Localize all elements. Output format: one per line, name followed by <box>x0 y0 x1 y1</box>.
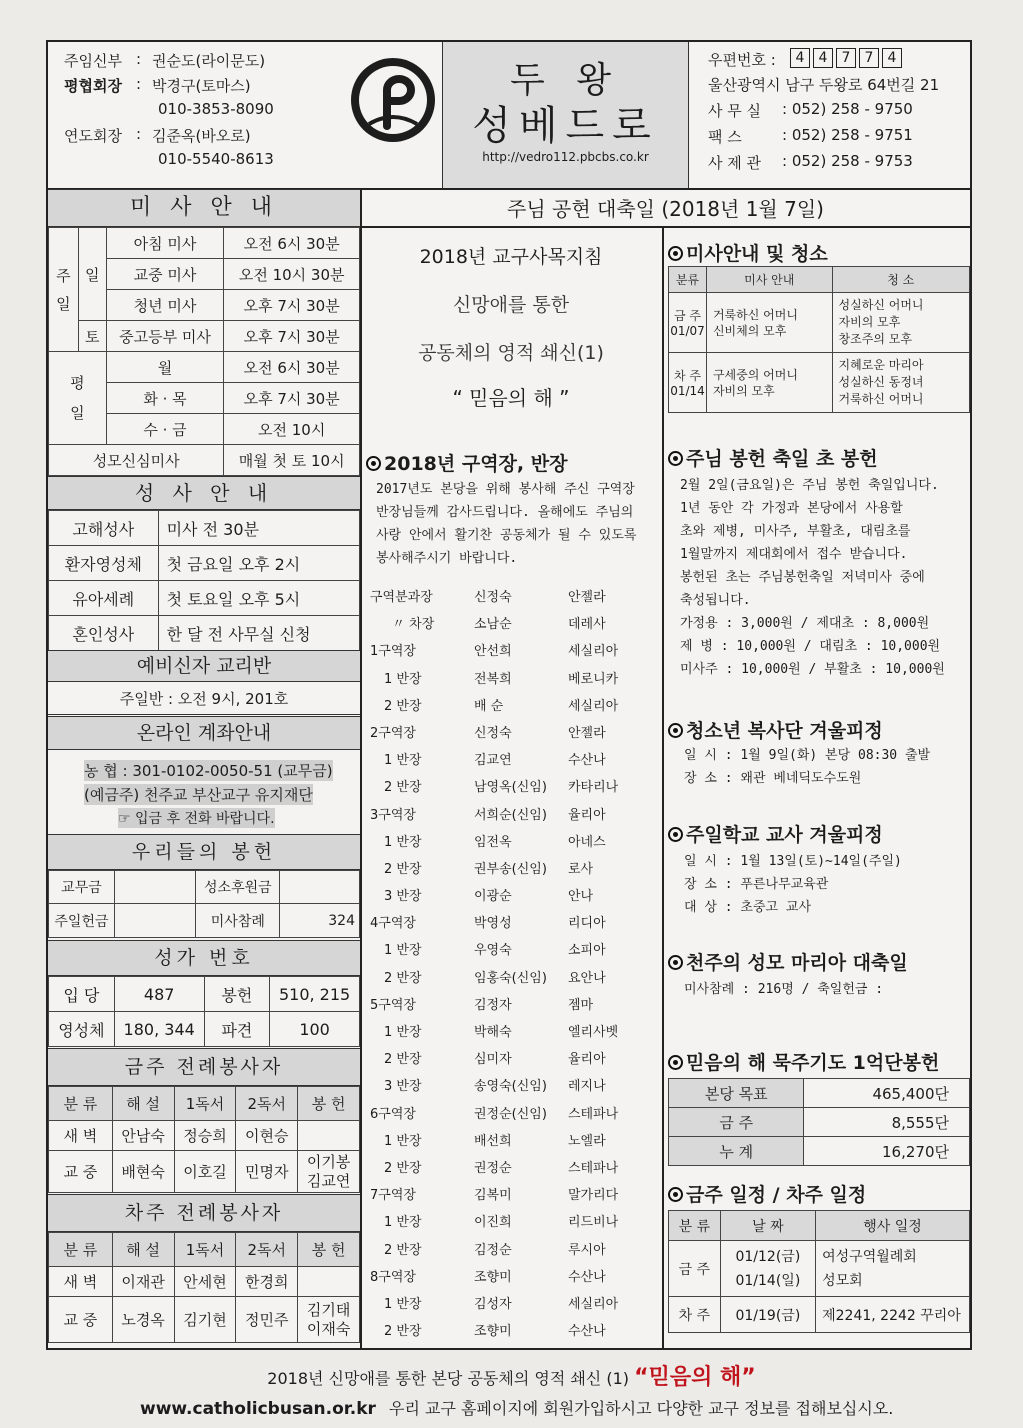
week-cell: 금 주 01/07 <box>669 293 707 353</box>
district-role: 2 반장 <box>384 970 422 986</box>
server-cell: 정민주 <box>236 1297 298 1343</box>
attendance-label: 미사참례 <box>196 904 280 938</box>
account-holder: (예금주) 천주교 부산교구 유지재단 <box>84 786 313 804</box>
col-header: 해 설 <box>112 1087 174 1121</box>
server-cell <box>298 1267 360 1297</box>
intro-line: 반장님들께 감사드립니다. 올해에도 주님의 <box>376 505 634 520</box>
communion-hymn: 180, 344 <box>114 1012 204 1047</box>
district-name: 김성자 <box>474 1296 512 1312</box>
zip-boxes <box>790 47 905 68</box>
council-name: 박경구(토마스) <box>152 77 251 95</box>
district-baptismal: 소피아 <box>568 943 606 959</box>
bullet-icon <box>668 1055 683 1070</box>
server-cell: 민명자 <box>236 1151 298 1193</box>
account-note: ☞ 입금 후 전화 바랍니다. <box>118 808 275 828</box>
district-row <box>370 994 660 1021</box>
server-cell: 정승희 <box>174 1121 236 1151</box>
sat-label: 토 <box>78 321 106 352</box>
intro-line: 2017년도 본당을 위해 봉사해 주신 구역장 <box>376 482 635 497</box>
district-row <box>370 1021 660 1048</box>
parish-url[interactable]: http://vedro112.pbcbs.co.kr <box>482 150 649 164</box>
guide-cell: 거룩하신 어머니 신비체의 모후 <box>706 293 832 353</box>
server-cell: 새 벽 <box>49 1121 113 1151</box>
district-role: 2 반장 <box>384 698 422 714</box>
district-title: 2018년 구역장, 반장 <box>366 449 567 476</box>
bullet-icon <box>668 955 683 970</box>
district-baptismal: 스테파나 <box>568 1106 619 1122</box>
server-cell: 김기현 <box>174 1297 236 1343</box>
district-name: 조향미 <box>474 1324 512 1340</box>
district-role: 1 반장 <box>384 1215 422 1231</box>
bulletin-sheet: 주임신부 : 권순도(라이문도) 평협회장 : 박경구(토마스) 010-3853-8090 연도회장 : 김준옥(바오로) 010-5540-8613 두 왕 성베드로 http://vedro112.pbcbs.co.kr 우편번호 : 4 4 7 7 4 울산광역시 남구 두왕로 64번길 21 사 무 실 : 052) 258 - 9750 팩 스 : 052) 258 - 9751 사 제 관 : 052) 258 - 9753 주님 공현 대축일 (2018년 1월 7일) 미 사 안 내 주 일 일 아침 미사 오전 6시 30분 교중 미사 오전 10시 30분 청년 미사 오후 7시 30분 토 중고등부 미사 오후 7시 30분 평 일 월 오전 6시 30분 화 · 목 오후 7시 30분 수 · 금 오전 10시 성모신심미사 매월 첫 토 10시 성 사 안 내 고해성사 미사 전 30분 환자영성체 첫 금요일 오후 2시 유아세례 첫 토요일 오후 5시 혼인성사 한 달 전 사무실 신청 예비신자 교리반 주일반 : 오전 9시, 201호 온라인 계좌안내 농 협 : 301-0102-0050-51 (교무금) (예금주) 천주교 부산교구 유지재단 ☞ 입금 후 전화 바랍니다. 우리들의 봉헌 교무금 성소후원금 주일헌금 미사참례 324 성가 번호 입 당 487 봉헌 510, 215 영성체 180, 344 파견 100 금주 전례봉사자 분 류 해 설 1독서 2독서 봉 헌 새 벽 안남숙 정승희 이현승 교 중 배현숙 이호길 민명자 이기봉 김교연 차주 전례봉사자 분 류 해 설 1독서 2독서 봉 헌 새 벽 이재관 안세현 한경희 교 중 노경옥 김기현 정민주 김기태 이재숙 2018년 교구사목지침 신망애를 통한 공동체의 영적 쇄신(1) “ 믿음의 해 ” 2018년 구역장, 반장 2017년도 본당을 위해 봉사해 주신 구역장 반장님들께 감사드립니다. 올해에도 주님의 사랑 안에서 활기찬 공동체가 될 수 있도록 봉사해주시기 바랍니다. 구역분과장 신정숙 안젤라 〃 차장 소남순 데레사 1구역장 안선희 세실리아 1 반장 전복희 베로니카 2 반장 배 순 세실리아 2구역장 신정숙 안젤라 1 반장 김교연 수산나 2 반장 남영옥(신임) 카타리나 3구역장 서희순(신임) 율리아 1 반장 임전옥 아네스 2 반장 권부송(신임) 로사 3 반장 이광순 안나 4구역장 박영성 리디아 1 반장 우영숙 소피아 2 반장 임홍숙(신임) 요안나 5구역장 김정자 젬마 1 반장 박해숙 엘리사벳 2 반장 심미자 율리아 3 반장 송영숙(신임) 레지나 6구역장 권정순(신임) 스테파나 1 반장 배선희 노엘라 2 반장 권정순 스테파나 7구역장 김복미 말가리다 1 반장 이진희 리드비나 2 반장 김정순 루시아 8구역장 조향미 수산나 1 반장 김성자 세실리아 2 반장 조향미 수산나 미사안내 및 청소 분류 미사 안내 청 소 금 주 01/07 거룩하신 어머니 신비체의 모후 성실하신 어머니 자비의 모후 창조주의 모후 차 주 01/14 구세중의 어머니 자비의 모후 지혜로운 마리아 성실하신 동정녀 거룩하신 어머니 주님 봉헌 축일 초 봉헌 2월 2일(금요일)은 주님 봉헌 축일입니다. 1년 동안 각 가정과 본당에서 사용할 초와 제병, 미사주, 부활초, 대림초를 1월말까지 제대회에서 접수 받습니다. 봉헌된 초는 주님봉헌축일 저녁미사 중에 축성됩니다. 가정용 : 3,000원 / 제대초 : 8,000원 제 병 : 10,000원 / 대림초 : 10,000원 미사주 : 10,000원 / 부활초 : 10,000원 청소년 복사단 겨울피정 일 시 : 1월 9일(화) 본당 08:30 출발 장 소 : 왜관 베네딕도수도원 주일학교 교사 겨울피정 일 시 : 1월 13일(토)~14일(주일) 장 소 : 푸른나무교육관 대 상 : 초중고 교사 천주의 성모 마리아 대축일 미사참례 : 216명 / 축일헌금 : 믿음의 해 묵주기도 1억단봉헌 본당 목표 465,400단 금 주 8,555단 누 계 16,270단 금주 일정 / 차주 일정 분 류 날 짜 행사 일정 금 주 01/12(금) 01/14(일) 여성구역월례회 성모회 차 주 01/19(금) 제2241, 2242 꾸리아 <box>46 40 972 1350</box>
council-phone: 010-3853-8090 <box>158 100 274 118</box>
district-baptismal: 젬마 <box>568 997 594 1013</box>
parish-logo-icon <box>347 54 439 146</box>
col-header: 행사 일정 <box>816 1211 970 1241</box>
district-baptismal: 스테파나 <box>568 1160 619 1176</box>
server-cell: 한경희 <box>236 1267 298 1297</box>
district-role: 〃 차장 <box>392 617 435 633</box>
rosary-table <box>668 1078 970 1166</box>
district-role: 2 반장 <box>384 1052 422 1068</box>
district-role: 2 반장 <box>384 1324 422 1340</box>
mass-name: 화 · 목 <box>106 383 224 414</box>
rosary-label: 누 계 <box>669 1137 804 1166</box>
sacrament-value: 첫 금요일 오후 2시 <box>158 546 359 581</box>
zip-digit: 4 <box>882 48 902 68</box>
district-baptismal: 루시아 <box>568 1242 606 1258</box>
slogan-text: 2018년 신망애를 통한 본당 공동체의 영적 쇄신 (1) <box>267 1369 630 1388</box>
district-baptismal: 안젤라 <box>568 725 606 741</box>
col-header: 날 짜 <box>720 1211 815 1241</box>
col-header: 2독서 <box>236 1233 298 1267</box>
server-cell: 안남숙 <box>112 1121 174 1151</box>
cleaning-table <box>668 266 970 413</box>
zip-digit: 4 <box>790 48 810 68</box>
parish-title-block <box>443 42 688 188</box>
hymn-table <box>48 976 360 1047</box>
account-title: 온라인 계좌안내 <box>48 716 360 750</box>
recess-label: 파견 <box>204 1012 270 1047</box>
district-row <box>370 967 660 994</box>
schedule-table <box>668 1210 970 1333</box>
district-role: 4구역장 <box>370 916 416 932</box>
lian-label: 연도회장 <box>64 127 122 145</box>
district-list <box>370 586 660 1347</box>
address: 울산광역시 남구 두왕로 64번길 21 <box>708 76 940 94</box>
district-name: 임전옥 <box>474 834 512 850</box>
bullet-icon <box>668 246 683 261</box>
mass-time: 오후 7시 30분 <box>224 383 360 414</box>
district-baptismal: 리드비나 <box>568 1215 619 1231</box>
district-row <box>370 776 660 803</box>
mass-name: 성모신심미사 <box>49 445 224 476</box>
district-name: 김정순 <box>474 1242 512 1258</box>
district-baptismal: 아네스 <box>568 834 606 850</box>
zip-digit: 7 <box>836 48 856 68</box>
district-name: 조향미 <box>474 1269 512 1285</box>
district-row <box>370 695 660 722</box>
col-header: 분 류 <box>669 1211 721 1241</box>
mass-name: 아침 미사 <box>106 228 224 259</box>
pastor-name: 권순도(라이문도) <box>152 52 266 70</box>
sacrament-name: 혼인성사 <box>49 616 159 651</box>
district-role: 3 반장 <box>384 889 422 905</box>
district-baptismal: 안나 <box>568 889 594 905</box>
district-intro <box>376 478 636 570</box>
col-header: 분 류 <box>49 1087 113 1121</box>
server-cell: 이기봉 김교연 <box>298 1151 360 1193</box>
district-row <box>370 858 660 885</box>
district-name: 배선희 <box>474 1133 512 1149</box>
district-baptismal: 세실리아 <box>568 644 619 660</box>
council-label: 평협회장 <box>64 77 122 95</box>
server-cell: 새 벽 <box>49 1267 113 1297</box>
district-name: 김복미 <box>474 1188 512 1204</box>
district-baptismal: 율리아 <box>568 1052 606 1068</box>
bullet-icon <box>668 1187 683 1202</box>
catechumen-value: 주일반 : 오전 9시, 201호 <box>119 690 289 708</box>
offering-table <box>48 870 360 938</box>
district-row <box>370 1239 660 1266</box>
district-name: 박해숙 <box>474 1025 512 1040</box>
district-row <box>370 613 660 640</box>
col-header: 해 설 <box>112 1233 174 1267</box>
district-baptismal: 노엘라 <box>568 1133 606 1149</box>
district-row <box>370 1157 660 1184</box>
district-role: 2구역장 <box>370 725 416 741</box>
server-cell: 김기태 이재숙 <box>298 1297 360 1343</box>
rectory-phone: : 052) 258 - 9753 <box>782 152 913 170</box>
parish-title-line2: 성베드로 <box>472 103 659 149</box>
district-role: 6구역장 <box>370 1106 416 1122</box>
fax-phone: : 052) 258 - 9751 <box>782 126 913 144</box>
district-row <box>370 722 660 749</box>
district-row <box>370 1211 660 1238</box>
lian-name: 김준옥(바오로) <box>152 127 251 145</box>
district-role: 1 반장 <box>384 753 422 769</box>
intro-line: 사랑 안에서 활기찬 공동체가 될 수 있도록 <box>376 528 637 543</box>
rectory-label: 사 제 관 <box>708 154 762 172</box>
footer-slogan <box>0 1360 1023 1391</box>
rosary-title: 믿음의 해 묵주기도 1억단봉헌 <box>668 1048 939 1075</box>
bullet-icon <box>668 827 683 842</box>
rosary-label: 본당 목표 <box>669 1079 804 1108</box>
mass-name: 중고등부 미사 <box>106 321 224 352</box>
col-header: 봉 헌 <box>298 1087 360 1121</box>
col-header: 분 류 <box>49 1233 113 1267</box>
sunday-offering-value <box>114 904 195 938</box>
district-name: 심미자 <box>474 1052 512 1068</box>
teacher-camp-text: 일 시 : 1월 13일(토)~14일(주일) 장 소 : 푸른나무교육관 대 상 : 초중고 교사 <box>684 854 902 915</box>
intro-line: 봉사해주시기 바랍니다. <box>376 551 518 566</box>
district-role: 7구역장 <box>370 1188 416 1204</box>
district-baptismal: 율리아 <box>568 807 606 823</box>
servers-this-table <box>48 1086 360 1193</box>
district-name: 송영숙(신임) <box>474 1079 547 1095</box>
district-baptismal: 리디아 <box>568 916 606 932</box>
district-role: 1 반장 <box>384 943 422 959</box>
day-label: 일 <box>78 228 106 321</box>
schedule-event: 제2241, 2242 꾸리아 <box>816 1297 970 1333</box>
district-baptismal: 수산나 <box>568 1269 606 1285</box>
district-row <box>370 939 660 966</box>
diocese-title: 2018년 교구사목지침 <box>419 246 603 268</box>
communion-label: 영성체 <box>49 1012 115 1047</box>
bullet-icon <box>366 456 381 471</box>
tithe-label: 교무금 <box>49 871 115 904</box>
pastor-label: 주임신부 <box>64 52 122 70</box>
mass-time: 오전 10시 30분 <box>224 259 360 290</box>
recess-hymn: 100 <box>270 1012 360 1047</box>
district-row <box>370 749 660 776</box>
mass-table <box>48 227 360 476</box>
sacrament-name: 환자영성체 <box>49 546 159 581</box>
servers-next-title: 차주 전례봉사자 <box>48 1194 360 1232</box>
district-name: 서희순(신임) <box>474 807 547 823</box>
clean-cell: 성실하신 어머니 자비의 모후 창조주의 모후 <box>832 293 969 353</box>
entrance-hymn: 487 <box>114 977 204 1012</box>
district-role: 5구역장 <box>370 997 416 1013</box>
district-row <box>370 640 660 667</box>
mary-feast-text: 미사참례 : 216명 / 축일헌금 : <box>684 982 884 997</box>
district-baptismal: 말가리다 <box>568 1188 619 1204</box>
col-header: 1독서 <box>174 1087 236 1121</box>
lian-phone: 010-5540-8613 <box>158 150 274 168</box>
guide-cell: 구세중의 어머니 자비의 모후 <box>706 353 832 413</box>
hymn-title: 성가 번호 <box>48 940 360 976</box>
district-name: 우영숙 <box>474 943 512 959</box>
district-name: 소남순 <box>474 617 512 633</box>
mass-title: 미 사 안 내 <box>48 189 360 227</box>
support-value <box>280 871 360 904</box>
district-row <box>370 1075 660 1102</box>
mass-time: 오전 10시 <box>224 414 360 445</box>
sacrament-title: 성 사 안 내 <box>48 476 360 510</box>
mass-name: 교중 미사 <box>106 259 224 290</box>
district-role: 2 반장 <box>384 1160 422 1176</box>
district-row <box>370 668 660 695</box>
district-role: 2 반장 <box>384 1242 422 1258</box>
rosary-value: 8,555단 <box>804 1108 970 1137</box>
district-role: 1 반장 <box>384 1133 422 1149</box>
district-name: 신정숙 <box>474 725 512 741</box>
mass-time: 매월 첫 토 10시 <box>224 445 360 476</box>
mass-time: 오전 6시 30분 <box>224 228 360 259</box>
district-row <box>370 1320 660 1347</box>
weekday-label: 평 일 <box>49 352 107 445</box>
district-name: 박영성 <box>474 916 512 932</box>
sunday-label: 주 일 <box>49 228 79 352</box>
district-name: 권정순 <box>474 1160 512 1176</box>
support-label: 성소후원금 <box>196 871 280 904</box>
footer-line <box>140 1396 893 1419</box>
district-baptismal: 안젤라 <box>568 590 606 605</box>
rosary-value: 465,400단 <box>804 1079 970 1108</box>
district-role: 1 반장 <box>384 1296 422 1312</box>
district-role: 2 반장 <box>384 780 422 796</box>
district-name: 김정자 <box>474 997 512 1013</box>
district-name: 권부송(신임) <box>474 861 547 877</box>
district-name: 안선희 <box>474 644 512 660</box>
district-role: 8구역장 <box>370 1269 416 1285</box>
sacrament-value: 한 달 전 사무실 신청 <box>158 616 359 651</box>
sacrament-value: 미사 전 30분 <box>158 511 359 546</box>
server-cell: 안세현 <box>174 1267 236 1297</box>
district-role: 2 반장 <box>384 861 422 877</box>
col-header: 2독서 <box>236 1087 298 1121</box>
district-role: 1 반장 <box>384 834 422 850</box>
parish-title-line1: 두 왕 <box>510 60 621 101</box>
district-name: 전복희 <box>474 671 512 687</box>
mass-time: 오전 6시 30분 <box>224 352 360 383</box>
candles-title: 주님 봉헌 축일 초 봉헌 <box>668 444 878 471</box>
district-baptismal: 카타리나 <box>568 780 619 796</box>
candles-text: 2월 2일(금요일)은 주님 봉헌 축일입니다. 1년 동안 각 가정과 본당에서 사용할 초와 제병, 미사주, 부활초, 대림초를 1월말까지 제대회에서 접수 받습니다. 봉헌된 초는 주님봉헌축일 저녁미사 중에 축성됩니다. 가정용 : 3,000원 / 제대초 : 8,000원 제 병 : 10,000원 / 대림초 : 10,000원 미사주 : 10,000원 / 부활초 : 10,000원 <box>680 478 945 677</box>
district-row <box>370 885 660 912</box>
district-row <box>370 1266 660 1293</box>
week-cell: 차 주 01/14 <box>669 353 707 413</box>
attendance-value: 324 <box>280 904 360 938</box>
district-role: 1 반장 <box>384 671 422 687</box>
district-role: 3구역장 <box>370 807 416 823</box>
col-header: 미사 안내 <box>706 267 832 293</box>
district-role: 3 반장 <box>384 1079 422 1095</box>
district-row <box>370 586 660 613</box>
district-row <box>370 1293 660 1320</box>
schedule-week: 금 주 <box>669 1241 721 1297</box>
schedule-date: 01/19(금) <box>720 1297 815 1333</box>
bullet-icon <box>668 723 683 738</box>
offertory-label: 봉헌 <box>204 977 270 1012</box>
district-role: 1구역장 <box>370 644 416 660</box>
district-baptismal: 엘리사벳 <box>568 1025 619 1040</box>
server-cell: 이현승 <box>236 1121 298 1151</box>
district-name: 권정순(신임) <box>474 1106 547 1122</box>
district-baptismal: 수산나 <box>568 1324 606 1340</box>
district-name: 임홍숙(신임) <box>474 970 547 986</box>
col-header: 1독서 <box>174 1233 236 1267</box>
zip-label: 우편번호 : <box>708 51 776 69</box>
district-name: 배 순 <box>474 698 504 714</box>
district-name: 신정숙 <box>474 590 512 605</box>
footer-text: 우리 교구 홈페이지에 회원가입하시고 다양한 교구 정보를 접해보십시오. <box>388 1399 894 1418</box>
col-header: 봉 헌 <box>298 1233 360 1267</box>
diocese-line4: “ 믿음의 해 ” <box>452 386 570 410</box>
district-row <box>370 1130 660 1157</box>
server-cell: 교 중 <box>49 1297 113 1343</box>
catechumen-title: 예비신자 교리반 <box>48 650 360 682</box>
district-row <box>370 831 660 858</box>
district-name: 김교연 <box>474 753 512 769</box>
cleaning-title: 미사안내 및 청소 <box>668 239 828 266</box>
district-role: 1 반장 <box>384 1025 422 1040</box>
district-row <box>370 1103 660 1130</box>
servers-this-title: 금주 전례봉사자 <box>48 1048 360 1086</box>
district-baptismal: 세실리아 <box>568 698 619 714</box>
office-phone: : 052) 258 - 9750 <box>782 100 913 118</box>
server-cell: 배현숙 <box>112 1151 174 1193</box>
sacrament-table <box>48 510 360 651</box>
entrance-label: 입 당 <box>49 977 115 1012</box>
servers-next-table <box>48 1232 360 1343</box>
district-name: 이광순 <box>474 889 512 905</box>
schedule-dates: 01/12(금) 01/14(일) <box>720 1241 815 1297</box>
schedule-title: 금주 일정 / 차주 일정 <box>668 1180 866 1207</box>
district-role: 구역분과장 <box>370 590 433 605</box>
district-baptismal: 로사 <box>568 861 594 877</box>
mass-time: 오후 7시 30분 <box>224 321 360 352</box>
offering-title: 우리들의 봉헌 <box>48 834 360 870</box>
sacrament-value: 첫 토요일 오후 5시 <box>158 581 359 616</box>
mass-name: 월 <box>106 352 224 383</box>
sacrament-name: 유아세례 <box>49 581 159 616</box>
district-baptismal: 요안나 <box>568 970 606 986</box>
district-name: 이진희 <box>474 1215 512 1231</box>
district-row <box>370 1048 660 1075</box>
youth-camp-title: 청소년 복사단 겨울피정 <box>668 716 883 743</box>
sacrament-name: 고해성사 <box>49 511 159 546</box>
district-row <box>370 912 660 939</box>
district-baptismal: 수산나 <box>568 753 606 769</box>
mass-name: 청년 미사 <box>106 290 224 321</box>
zip-digit: 7 <box>859 48 879 68</box>
district-row <box>370 1184 660 1211</box>
diocese-line3: 공동체의 영적 쇄신(1) <box>418 342 604 364</box>
fax-label: 팩 스 <box>708 128 742 146</box>
sunday-offering-label: 주일헌금 <box>49 904 115 938</box>
bullet-icon <box>668 451 683 466</box>
clean-cell: 지혜로운 마리아 성실하신 동정녀 거룩하신 어머니 <box>832 353 969 413</box>
district-baptismal: 베로니카 <box>568 671 619 687</box>
server-cell: 노경옥 <box>112 1297 174 1343</box>
server-cell: 이재관 <box>112 1267 174 1297</box>
tithe-value <box>114 871 195 904</box>
col-header: 분류 <box>669 267 707 293</box>
district-baptismal: 데레사 <box>568 617 606 633</box>
diocese-line2: 신망애를 통한 <box>452 294 570 316</box>
office-label: 사 무 실 <box>708 102 762 120</box>
col-header: 청 소 <box>832 267 969 293</box>
youth-camp-text: 일 시 : 1월 9일(화) 본당 08:30 출발 장 소 : 왜관 베네딕도수도원 <box>684 748 931 786</box>
offertory-hymn: 510, 215 <box>270 977 360 1012</box>
server-cell: 교 중 <box>49 1151 113 1193</box>
district-baptismal: 세실리아 <box>568 1296 619 1312</box>
date-line: 주님 공현 대축일 (2018년 1월 7일) <box>507 197 824 221</box>
zip-digit: 4 <box>813 48 833 68</box>
rosary-value: 16,270단 <box>804 1137 970 1166</box>
diocese-url[interactable]: www.catholicbusan.or.kr <box>140 1399 376 1419</box>
schedule-events: 여성구역월례회 성모회 <box>816 1241 970 1297</box>
server-cell: 이호길 <box>174 1151 236 1193</box>
slogan-emphasis: “믿음의 해” <box>634 1365 756 1390</box>
district-name: 남영옥(신임) <box>474 780 547 796</box>
teacher-camp-title: 주일학교 교사 겨울피정 <box>668 820 883 847</box>
schedule-week: 차 주 <box>669 1297 721 1333</box>
rosary-label: 금 주 <box>669 1108 804 1137</box>
server-cell <box>298 1121 360 1151</box>
account-number: 농 협 : 301-0102-0050-51 (교무금) <box>84 762 333 780</box>
mass-time: 오후 7시 30분 <box>224 290 360 321</box>
district-row <box>370 804 660 831</box>
mass-name: 수 · 금 <box>106 414 224 445</box>
district-baptismal: 레지나 <box>568 1079 606 1095</box>
mary-feast-title: 천주의 성모 마리아 대축일 <box>668 948 908 975</box>
